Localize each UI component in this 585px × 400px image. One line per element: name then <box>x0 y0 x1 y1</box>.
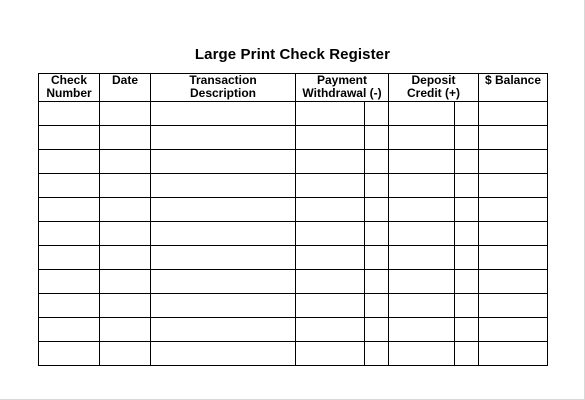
cell-check-number[interactable] <box>39 270 100 294</box>
cell-payment-cents[interactable] <box>365 246 389 270</box>
cell-check-number[interactable] <box>39 294 100 318</box>
cell-check-number[interactable] <box>39 246 100 270</box>
cell-deposit-dollars[interactable] <box>389 318 455 342</box>
cell-balance[interactable] <box>479 270 548 294</box>
cell-payment-dollars[interactable] <box>296 246 365 270</box>
cell-deposit-cents[interactable] <box>455 294 479 318</box>
page-title: Large Print Check Register <box>194 46 391 63</box>
cell-deposit-cents[interactable] <box>455 342 479 366</box>
cell-check-number[interactable] <box>39 318 100 342</box>
cell-payment-dollars[interactable] <box>296 174 365 198</box>
table-row <box>39 198 548 222</box>
cell-payment-cents[interactable] <box>365 222 389 246</box>
cell-check-number[interactable] <box>39 198 100 222</box>
cell-deposit-dollars[interactable] <box>389 294 455 318</box>
cell-balance[interactable] <box>479 126 548 150</box>
cell-payment-cents[interactable] <box>365 150 389 174</box>
cell-check-number[interactable] <box>39 222 100 246</box>
cell-description[interactable] <box>151 150 296 174</box>
header-row <box>39 74 548 102</box>
cell-description[interactable] <box>151 342 296 366</box>
cell-deposit-cents[interactable] <box>455 102 479 126</box>
cell-payment-cents[interactable] <box>365 174 389 198</box>
cell-date[interactable] <box>100 294 151 318</box>
cell-balance[interactable] <box>479 318 548 342</box>
cell-deposit-cents[interactable] <box>455 222 479 246</box>
cell-balance[interactable] <box>479 198 548 222</box>
cell-deposit-cents[interactable] <box>455 150 479 174</box>
cell-deposit-cents[interactable] <box>455 174 479 198</box>
cell-payment-cents[interactable] <box>365 318 389 342</box>
cell-deposit-dollars[interactable] <box>389 222 455 246</box>
table-row <box>39 294 548 318</box>
cell-deposit-dollars[interactable] <box>389 270 455 294</box>
cell-check-number[interactable] <box>39 126 100 150</box>
table-row <box>39 126 548 150</box>
cell-payment-cents[interactable] <box>365 294 389 318</box>
cell-description[interactable] <box>151 102 296 126</box>
cell-date[interactable] <box>100 222 151 246</box>
cell-payment-cents[interactable] <box>365 126 389 150</box>
header-check-number: Check Number <box>39 74 100 102</box>
cell-payment-dollars[interactable] <box>296 318 365 342</box>
cell-date[interactable] <box>100 318 151 342</box>
cell-date[interactable] <box>100 270 151 294</box>
cell-description[interactable] <box>151 318 296 342</box>
cell-payment-dollars[interactable] <box>296 342 365 366</box>
cell-check-number[interactable] <box>39 102 100 126</box>
cell-description[interactable] <box>151 246 296 270</box>
cell-payment-dollars[interactable] <box>296 198 365 222</box>
cell-deposit-cents[interactable] <box>455 126 479 150</box>
table-row <box>39 342 548 366</box>
cell-payment-cents[interactable] <box>365 342 389 366</box>
cell-payment-dollars[interactable] <box>296 126 365 150</box>
cell-deposit-dollars[interactable] <box>389 126 455 150</box>
cell-description[interactable] <box>151 270 296 294</box>
register-body <box>39 102 548 366</box>
cell-check-number[interactable] <box>39 174 100 198</box>
cell-deposit-dollars[interactable] <box>389 150 455 174</box>
cell-description[interactable] <box>151 222 296 246</box>
table-row <box>39 222 548 246</box>
cell-deposit-cents[interactable] <box>455 318 479 342</box>
cell-balance[interactable] <box>479 294 548 318</box>
header-transaction-description: Transaction Description <box>151 74 296 102</box>
cell-deposit-cents[interactable] <box>455 198 479 222</box>
cell-deposit-cents[interactable] <box>455 246 479 270</box>
header-date: Date <box>100 74 151 102</box>
table-row <box>39 174 548 198</box>
cell-description[interactable] <box>151 174 296 198</box>
cell-payment-dollars[interactable] <box>296 294 365 318</box>
header-balance: $ Balance <box>479 74 548 102</box>
cell-deposit-dollars[interactable] <box>389 102 455 126</box>
cell-payment-cents[interactable] <box>365 102 389 126</box>
cell-description[interactable] <box>151 126 296 150</box>
cell-payment-dollars[interactable] <box>296 102 365 126</box>
cell-check-number[interactable] <box>39 342 100 366</box>
cell-deposit-dollars[interactable] <box>389 174 455 198</box>
header-deposit-credit: Deposit Credit (+) <box>389 74 479 102</box>
cell-balance[interactable] <box>479 222 548 246</box>
cell-date[interactable] <box>100 198 151 222</box>
cell-date[interactable] <box>100 246 151 270</box>
cell-payment-dollars[interactable] <box>296 222 365 246</box>
cell-deposit-cents[interactable] <box>455 270 479 294</box>
cell-balance[interactable] <box>479 174 548 198</box>
cell-payment-cents[interactable] <box>365 270 389 294</box>
cell-balance[interactable] <box>479 102 548 126</box>
cell-description[interactable] <box>151 198 296 222</box>
table-row <box>39 102 548 126</box>
table-row <box>39 270 548 294</box>
cell-deposit-dollars[interactable] <box>389 342 455 366</box>
cell-description[interactable] <box>151 294 296 318</box>
cell-balance[interactable] <box>479 342 548 366</box>
cell-date[interactable] <box>100 126 151 150</box>
cell-date[interactable] <box>100 174 151 198</box>
cell-date[interactable] <box>100 342 151 366</box>
table-row <box>39 246 548 270</box>
check-register-table <box>38 73 548 366</box>
cell-payment-cents[interactable] <box>365 198 389 222</box>
cell-balance[interactable] <box>479 150 548 174</box>
cell-payment-dollars[interactable] <box>296 150 365 174</box>
cell-date[interactable] <box>100 150 151 174</box>
table-row <box>39 318 548 342</box>
cell-deposit-dollars[interactable] <box>389 246 455 270</box>
header-payment-withdrawal: Payment Withdrawal (-) <box>296 74 389 102</box>
cell-date[interactable] <box>100 102 151 126</box>
cell-payment-dollars[interactable] <box>296 270 365 294</box>
table-row <box>39 150 548 174</box>
cell-deposit-dollars[interactable] <box>389 198 455 222</box>
cell-check-number[interactable] <box>39 150 100 174</box>
cell-balance[interactable] <box>479 246 548 270</box>
